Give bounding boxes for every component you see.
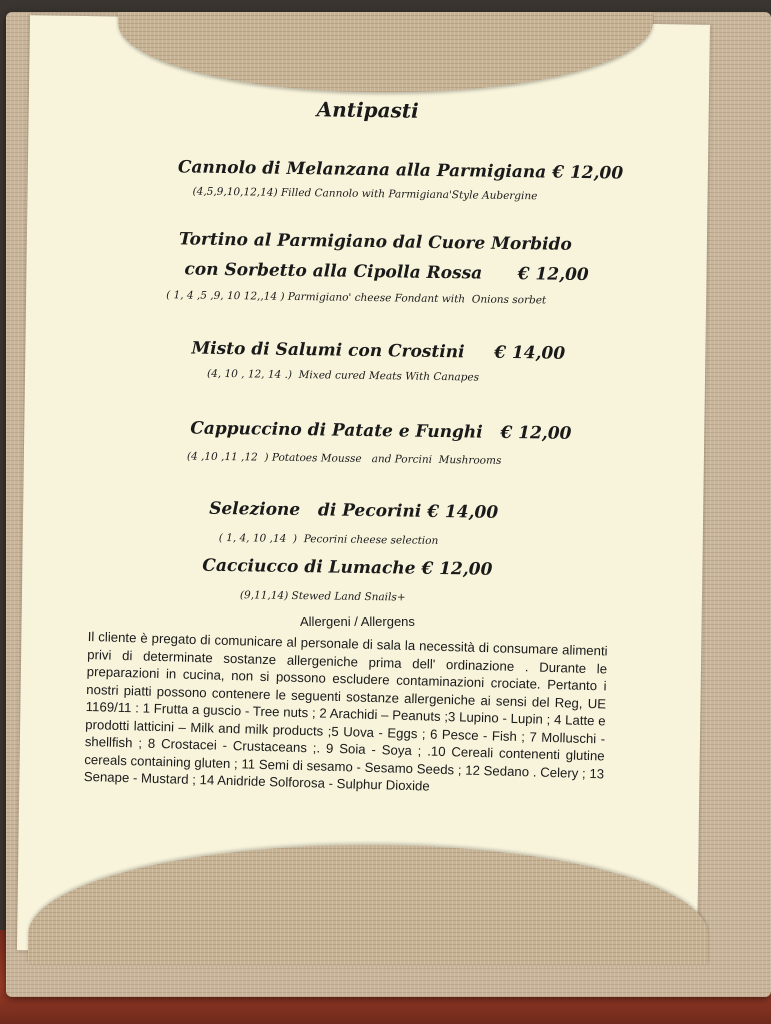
allergens-text: Il cliente è pregato di comunicare al personale di sala la necessità di consumare alimenti privi di determinate sostanze allergeniche prima dell' ordinazione . Durante le preparazioni in cucina, non si possono escludere contaminazioni crociate. Pertanto i nostri piatti possono contenere le seguenti sostanze allergeniche ai sensi del Reg, UE 1169/11 : 1 Frutta a guscio - Tree nuts ; 2 Arachidi – Peanuts ;3 Lupino - Lupin ; 4 Latte e prodotti latticini – Milk and milk products ;5 Uova - Eggs ; 6 Pesce - Fish ; 7 Molluschi - shellfish ; 8 Crostacei - Crustaceans ;. 9 Soia - Soya ; .10 Cereali contenenti glutine cereals containing gluten ; 11 Semi di sesamo - Sesamo Seeds ; 12 Sedano . Celery ; 13 Senape - Mustard ; 14 Anidride Solforosa - Sulphur Dioxide	[83, 628, 608, 794]
dish-description-3: (4, 10 , 12, 14 .) Mixed cured Meats With Canapes	[206, 367, 480, 384]
dish-name-4: Cappuccino di Patate e Funghi € 12,00	[190, 418, 572, 444]
dish-description-2: ( 1, 4 ,5 ,9, 10 12,,14 ) Parmigiano' cheese Fondant with Onions sorbet	[166, 289, 547, 307]
menu-page	[17, 15, 710, 959]
dish-description-6: (9,11,14) Stewed Land Snails+	[239, 589, 406, 604]
dish-name-1: Cannolo di Melanzana alla Parmigiana € 12,00	[177, 157, 624, 184]
dish-name-2b: con Sorbetto alla Cipolla Rossa € 12,00	[184, 259, 589, 286]
dish-name-5: Selezione di Pecorini € 14,00	[209, 498, 499, 523]
dish-name-3: Misto di Salumi con Crostini € 14,00	[191, 338, 566, 364]
section-title: Antipasti	[316, 97, 419, 123]
dish-description-4: (4 ,10 ,11 ,12 ) Potatoes Mousse and Porcini Mushrooms	[186, 450, 502, 467]
dish-description-5: ( 1, 4, 10 ,14 ) Pecorini cheese selection	[218, 531, 439, 548]
dish-name-6: Cacciucco di Lumache € 12,00	[202, 555, 493, 580]
allergens-title: Allergeni / Allergens	[300, 614, 415, 629]
dish-description-1: (4,5,9,10,12,14) Filled Cannolo with Parmigiana'Style Aubergine	[192, 185, 538, 203]
dish-name-2a: Tortino al Parmigiano dal Cuore Morbido	[178, 229, 572, 255]
